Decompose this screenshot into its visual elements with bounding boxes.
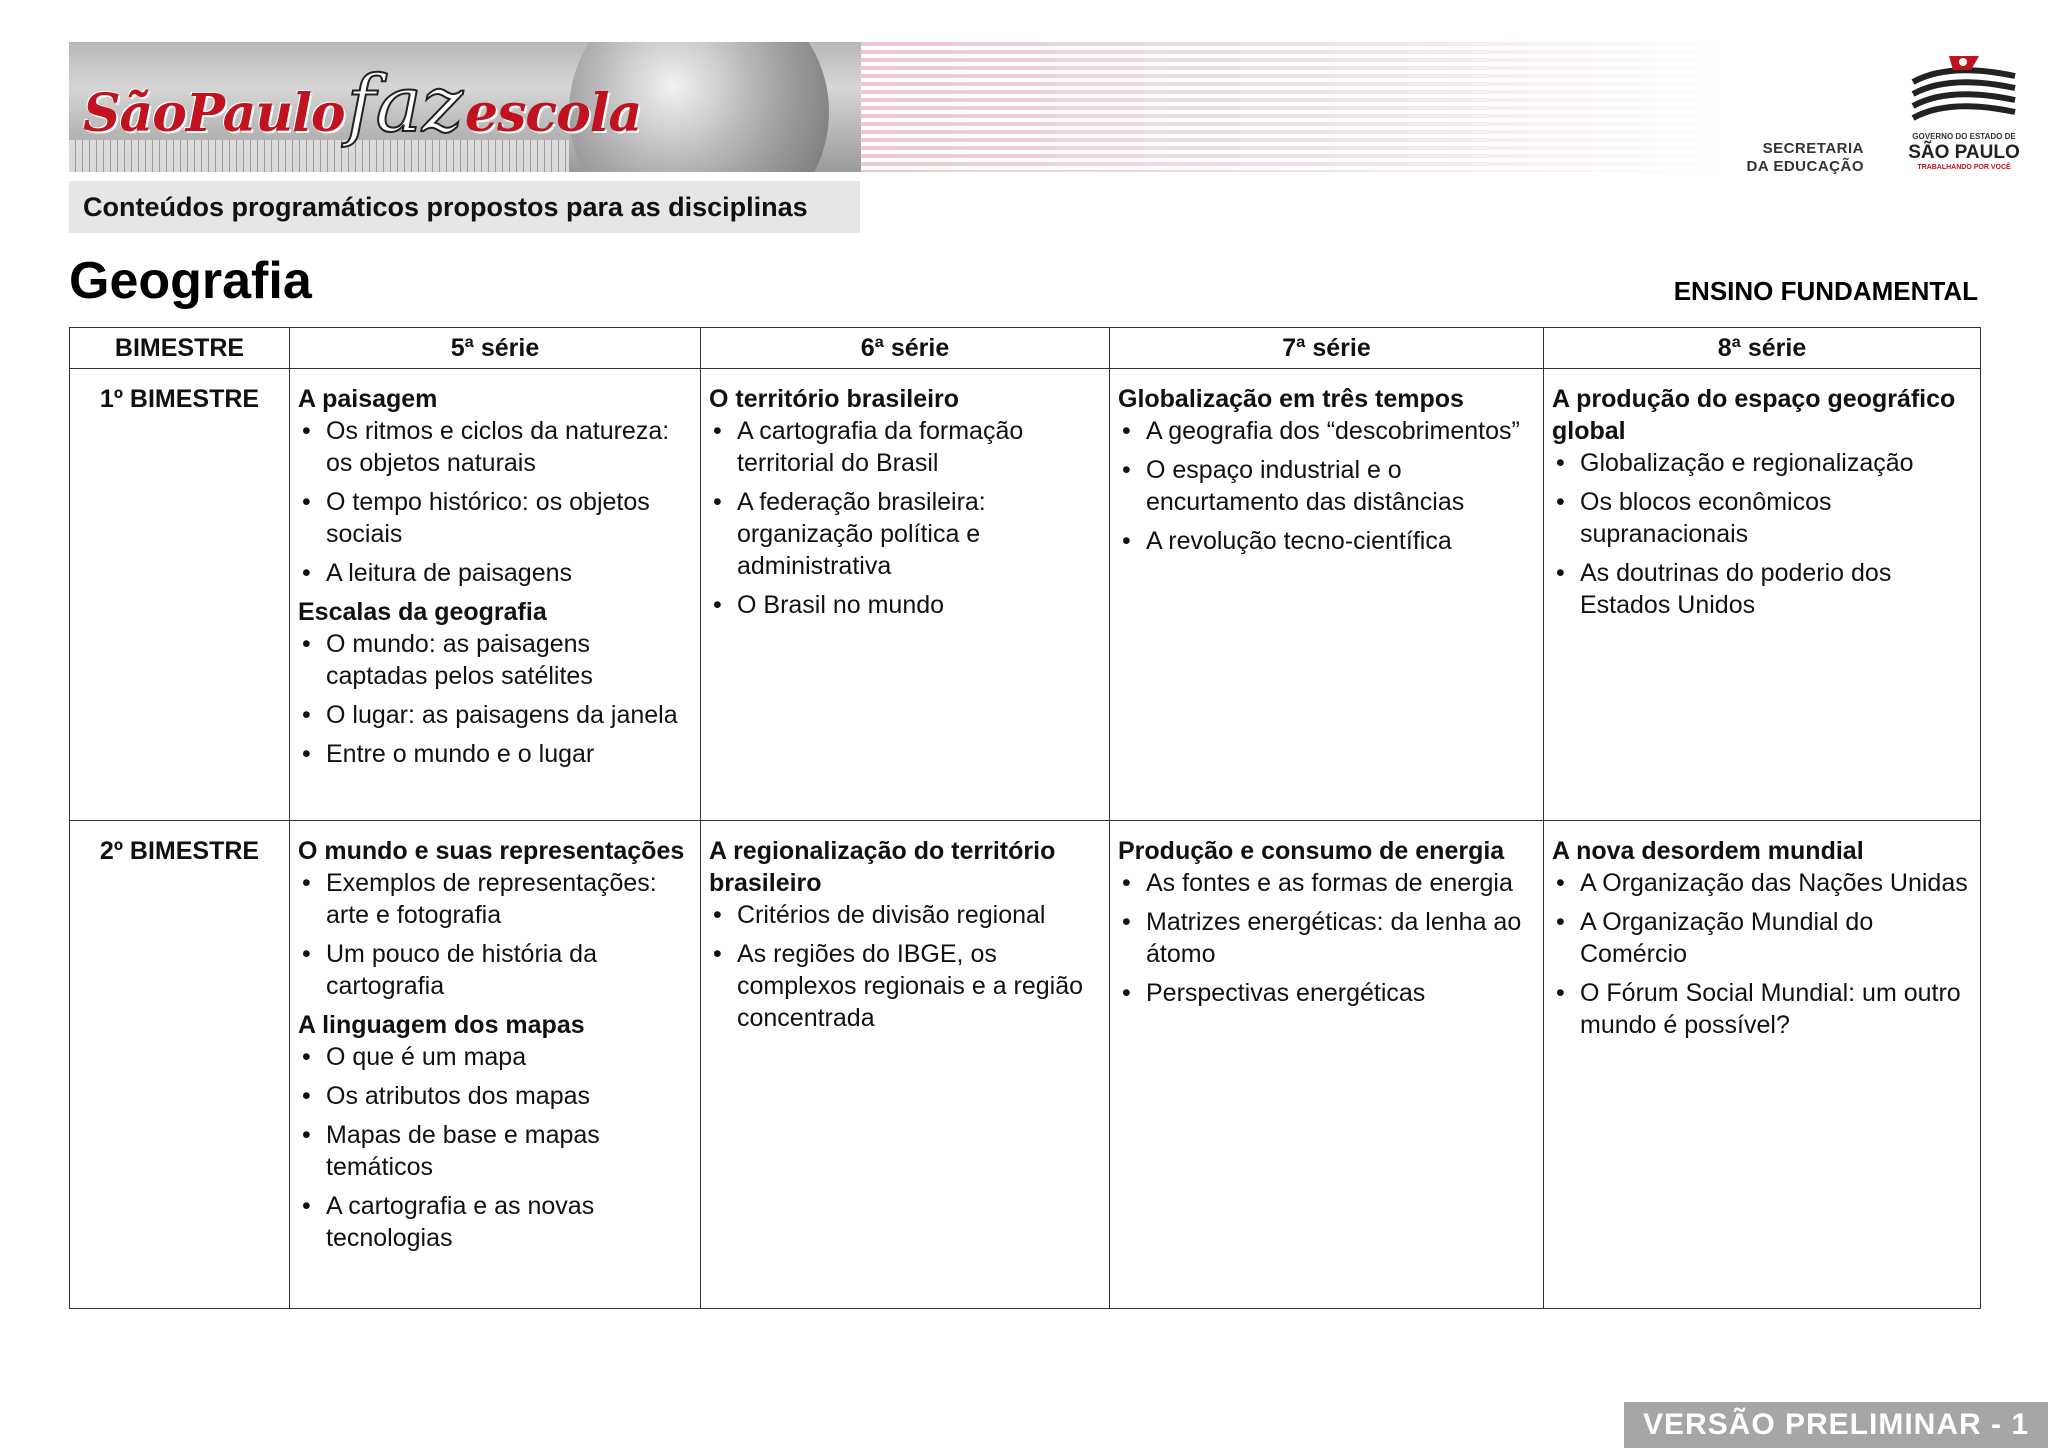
topic-heading: A nova desordem mundial — [1552, 837, 1864, 865]
topic-list — [1552, 447, 1972, 621]
list-item: • A leitura de paisagens — [298, 557, 692, 589]
topic-heading: A paisagem — [298, 385, 438, 413]
brand-logo — [83, 60, 641, 150]
content-table — [69, 327, 1981, 1309]
table-cell — [1110, 369, 1544, 821]
page-title: Geografia — [69, 252, 312, 310]
list-item: • As regiões do IBGE, os complexos regionais e a região concentrada — [709, 938, 1101, 1034]
topic-heading: Produção e consumo de energia — [1118, 837, 1505, 865]
list-item: • Critérios de divisão regional — [709, 899, 1101, 931]
list-item: • O tempo histórico: os objetos sociais — [298, 486, 692, 550]
list-item: • A cartografia da formação territorial do Brasil — [709, 415, 1101, 479]
list-item: • O Brasil no mundo — [709, 589, 1101, 621]
table-cell — [1544, 821, 1981, 1309]
topic-list — [1118, 415, 1535, 557]
list-item: • Os blocos econômicos supranacionais — [1552, 486, 1972, 550]
table-cell — [290, 821, 701, 1309]
table-header-row — [70, 328, 1981, 369]
sao-paulo-flag-icon — [1909, 52, 2019, 130]
secretaria-line-2: DA EDUCAÇÃO — [1746, 158, 1864, 175]
brand-part-3: escola — [465, 83, 642, 144]
secretaria-line-1: SECRETARIA — [1762, 140, 1864, 157]
topic-heading: A regionalização do território brasileiro — [709, 837, 1056, 897]
list-item: • As fontes e as formas de energia — [1118, 867, 1535, 899]
topic-heading: O território brasileiro — [709, 385, 960, 413]
list-item: • Mapas de base e mapas temáticos — [298, 1119, 692, 1183]
header-banner — [69, 42, 2020, 175]
topic-list — [709, 415, 1101, 621]
topic-list — [1552, 867, 1972, 1041]
table-row — [70, 369, 1981, 821]
list-item: • A geografia dos “descobrimentos” — [1118, 415, 1535, 447]
topic-heading: O mundo e suas representações — [298, 837, 685, 865]
table-cell — [1544, 369, 1981, 821]
gov-small-text: GOVERNO DO ESTADO DE — [1912, 132, 2016, 141]
list-item: • Os atributos dos mapas — [298, 1080, 692, 1112]
list-item: • Globalização e regionalização — [1552, 447, 1972, 479]
government-logo — [1899, 52, 2029, 172]
topic-list — [298, 415, 692, 589]
gov-big-text: SÃO PAULO — [1908, 142, 2020, 163]
list-item: • O mundo: as paisagens captadas pelos satélites — [298, 628, 692, 692]
list-item: • A Organização das Nações Unidas — [1552, 867, 1972, 899]
header-8-serie: 8ª série — [1544, 328, 1981, 369]
table-cell — [290, 369, 701, 821]
brand-part-1: SãoPaulo — [83, 83, 345, 144]
education-level: ENSINO FUNDAMENTAL — [1673, 276, 1978, 306]
topic-heading: Globalização em três tempos — [1118, 385, 1464, 413]
list-item: • Exemplos de representações: arte e fotografia — [298, 867, 692, 931]
list-item: • Matrizes energéticas: da lenha ao átomo — [1118, 906, 1535, 970]
banner-photo — [69, 42, 861, 172]
topic-heading: A produção do espaço geográfico global — [1552, 385, 1956, 445]
bimestre-cell: 2º BIMESTRE — [70, 821, 290, 1309]
header-bimestre: BIMESTRE — [70, 328, 290, 369]
list-item: • O espaço industrial e o encurtamento das distâncias — [1118, 454, 1535, 518]
header-6-serie: 6ª série — [701, 328, 1110, 369]
secretaria-label — [1664, 140, 1864, 176]
list-item: • Perspectivas energéticas — [1118, 977, 1535, 1009]
list-item: • A federação brasileira: organização política e administrativa — [709, 486, 1101, 582]
list-item: • O lugar: as paisagens da janela — [298, 699, 692, 731]
topic-list — [298, 628, 692, 770]
table-cell — [1110, 821, 1544, 1309]
list-item: • Entre o mundo e o lugar — [298, 738, 692, 770]
list-item: • O que é um mapa — [298, 1041, 692, 1073]
list-item: • A cartografia e as novas tecnologias — [298, 1190, 692, 1254]
topic-list — [298, 867, 692, 1002]
list-item: • A revolução tecno-científica — [1118, 525, 1535, 557]
topic-heading: Escalas da geografia — [298, 598, 547, 626]
header-5-serie: 5ª série — [290, 328, 701, 369]
topic-list — [298, 1041, 692, 1254]
subtitle-bar: Conteúdos programáticos propostos para as disciplinas — [69, 181, 860, 233]
gov-tagline: TRABALHANDO POR VOCÊ — [1917, 164, 2011, 171]
list-item: • Um pouco de história da cartografia — [298, 938, 692, 1002]
table-cell — [701, 821, 1110, 1309]
preliminary-version-badge: VERSÃO PRELIMINAR - 1 — [1624, 1402, 2048, 1448]
topic-heading: A linguagem dos mapas — [298, 1011, 585, 1039]
list-item: • O Fórum Social Mundial: um outro mundo é possível? — [1552, 977, 1972, 1041]
table-cell — [701, 369, 1110, 821]
bimestre-cell: 1º BIMESTRE — [70, 369, 290, 821]
header-7-serie: 7ª série — [1110, 328, 1544, 369]
list-item: • Os ritmos e ciclos da natureza: os objetos naturais — [298, 415, 692, 479]
list-item: • As doutrinas do poderio dos Estados Unidos — [1552, 557, 1972, 621]
topic-list — [709, 899, 1101, 1034]
list-item: • A Organização Mundial do Comércio — [1552, 906, 1972, 970]
brand-part-2: faz — [346, 60, 464, 150]
banner-stripes — [861, 42, 1721, 172]
table-row — [70, 821, 1981, 1309]
topic-list — [1118, 867, 1535, 1009]
